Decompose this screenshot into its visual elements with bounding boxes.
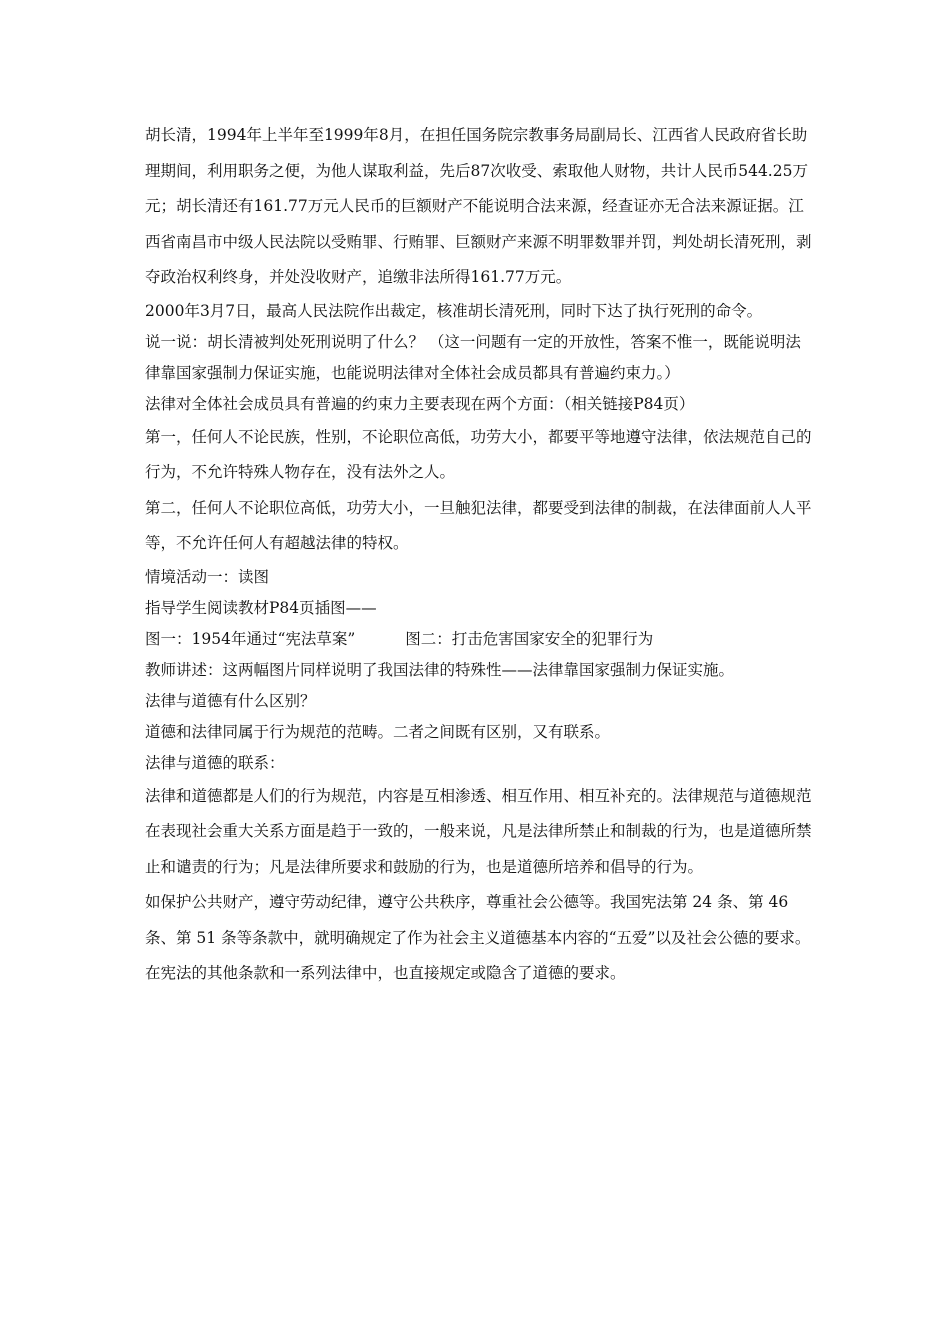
paragraph-discussion-question: 说一说：胡长清被判处死刑说明了什么？ （这一问题有一定的开放性，答案不惟一，既能说明法律靠国家强制力保证实施，也能说明法律对全体社会成员都具有普遍约束力。） — [145, 332, 801, 382]
paragraph-teacher-narration: 教师讲述：这两幅图片同样说明了我国法律的特殊性——法律靠国家强制力保证实施。 — [145, 660, 735, 679]
paragraph-difference-question: 法律与道德有什么区别？ — [145, 691, 316, 710]
paragraph-universal-binding: 法律对全体社会成员具有普遍的约束力主要表现在两个方面：（相关链接P84页） — [145, 394, 695, 413]
figure-captions — [145, 624, 815, 655]
paragraph-examples: 如保护公共财产，遵守劳动纪律，遵守公共秩序，尊重社会公德等。我国宪法第 24 条、第 46 条、第 51 条等条款中，就明确规定了作为社会主义道德基本内容的“五爱”以及社会公德的要求。在宪法的其他条款和一系列法律中，也直接规定或隐含了道德的要求。 — [145, 893, 811, 982]
paragraph-supreme-court-ruling: 2000年3月7日，最高人民法院作出裁定，核准胡长清死刑，同时下达了执行死刑的命令。 — [145, 301, 763, 320]
paragraph-norms-category: 道德和法律同属于行为规范的范畴。二者之间既有区别，又有联系。 — [145, 722, 611, 741]
paragraph-connection-detail: 法律和道德都是人们的行为规范，内容是互相渗透、相互作用、相互补充的。法律规范与道德规范在表现社会重大关系方面是趋于一致的，一般来说，凡是法律所禁止和制裁的行为，也是道德所禁止和谴责的行为；凡是法律所要求和鼓励的行为，也是道德所培养和倡导的行为。 — [145, 786, 812, 876]
paragraph-second-point: 第二，任何人不论职位高低，功劳大小，一旦触犯法律，都要受到法律的制裁，在法律面前人人平等，不允许任何人有超越法律的特权。 — [145, 498, 812, 552]
figure-one-caption: 图一：1954年通过“宪法草案” — [145, 629, 356, 648]
document-page — [145, 118, 815, 992]
paragraph-reading-guide: 指导学生阅读教材P84页插图—— — [145, 598, 377, 617]
paragraph-connection-heading: 法律与道德的联系： — [145, 753, 285, 772]
paragraph-hu-changqing-case: 胡长清，1994年上半年至1999年8月，在担任国务院宗教事务局副局长、江西省人民政府省长助理期间，利用职务之便，为他人谋取利益，先后87次收受、索取他人财物，共计人民币544.25万元；胡长清还有161.77万元人民币的巨额财产不能说明合法来源，经查证亦无合法来源证据。江西省南昌市中级人民法院以受贿罪、行贿罪、巨额财产来源不明罪数罪并罚，判处胡长清死刑，剥夺政治权利终身，并处没收财产，追缴非法所得161.77万元。 — [145, 126, 812, 286]
figure-two-caption: 图二：打击危害国家安全的犯罪行为 — [405, 629, 654, 648]
paragraph-activity-heading: 情境活动一：读图 — [145, 567, 270, 586]
paragraph-first-point: 第一，任何人不论民族，性别，不论职位高低，功劳大小，都要平等地遵守法律，依法规范自己的行为，不允许特殊人物存在，没有法外之人。 — [145, 427, 812, 481]
